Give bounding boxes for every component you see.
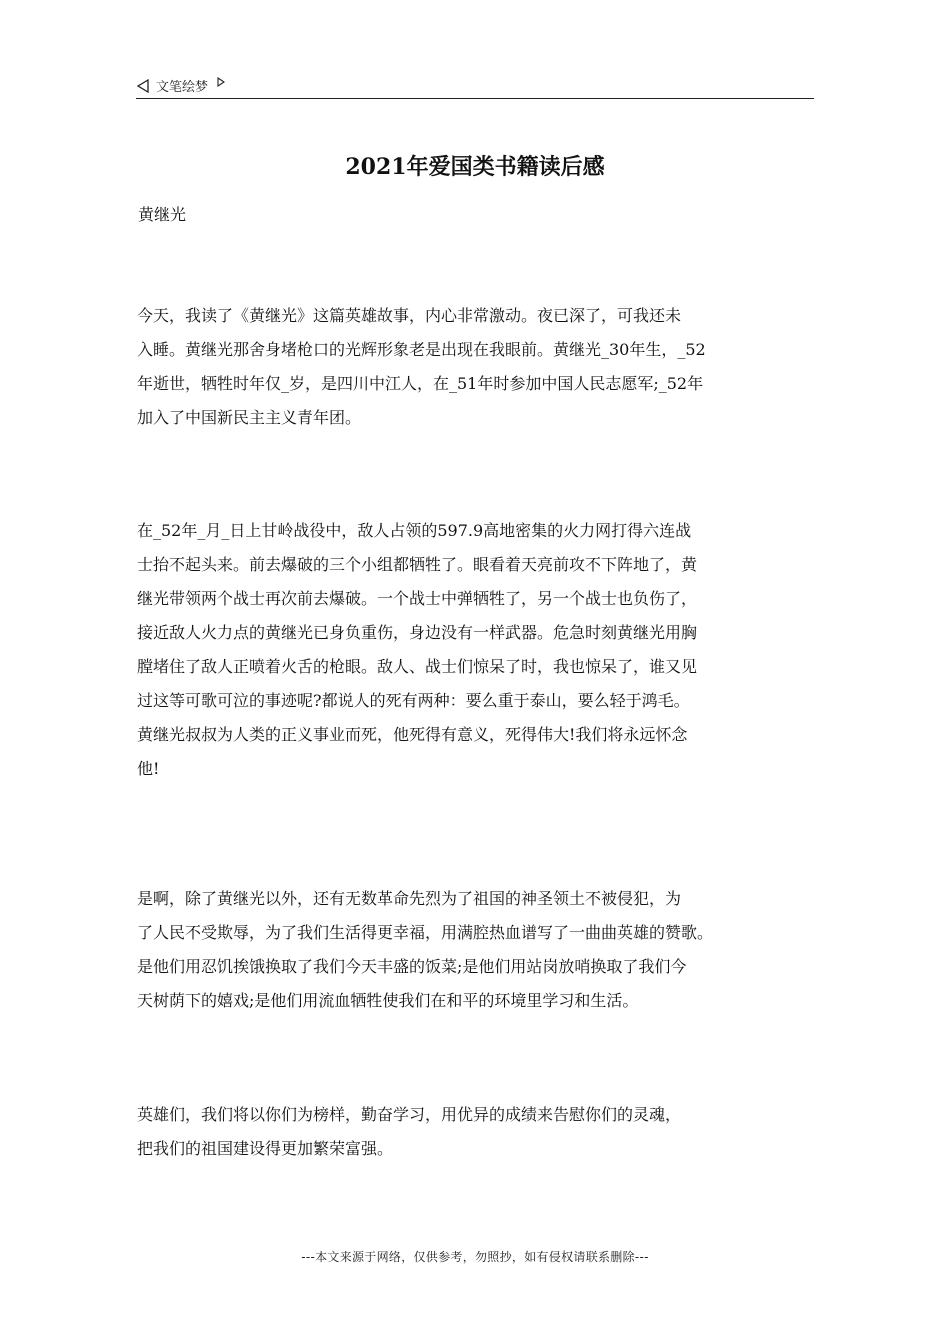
- paragraph-line: 是啊，除了黄继光以外，还有无数革命先烈为了祖国的神圣领土不被侵犯，为: [137, 889, 682, 908]
- paragraph-line: 天树荫下的嬉戏;是他们用流血牺牲使我们在和平的环境里学习和生活。: [137, 991, 639, 1010]
- page-footer: ---本文来源于网络，仅供参考，勿照抄，如有侵权请联系删除---: [301, 1250, 649, 1264]
- paragraph-line: 年逝世，牺牲时年仅_岁，是四川中江人，在_51年时参加中国人民志愿军;_52年: [137, 374, 704, 393]
- document-title: 2021年爱国类书籍读后感: [345, 154, 605, 180]
- paragraph-line: 今天，我读了《黄继光》这篇英雄故事，内心非常激动。夜已深了，可我还未: [137, 306, 682, 325]
- paragraph-line: 继光带领两个战士再次前去爆破。一个战士中弹牺牲了，另一个战士也负伤了，: [137, 589, 698, 608]
- paragraph-4: [137, 1098, 827, 1166]
- paragraph-line: 了人民不受欺辱，为了我们生活得更幸福，用满腔热血谱写了一曲曲英雄的赞歌。: [137, 923, 714, 942]
- paragraph-line: 入睡。黄继光那舍身堵枪口的光辉形象老是出现在我眼前。黄继光_30年生，_52: [137, 340, 706, 359]
- document-author: 黄继光: [138, 205, 187, 224]
- paragraph-2: [137, 514, 827, 786]
- paragraph-line: 英雄们，我们将以你们为榜样，勤奋学习，用优异的成绩来告慰你们的灵魂，: [137, 1105, 682, 1124]
- paragraph-line: 接近敌人火力点的黄继光已身负重伤，身边没有一样武器。危急时刻黄继光用胸: [137, 623, 698, 642]
- paragraph-line: 士抬不起头来。前去爆破的三个小组都牺牲了。眼看着天亮前攻不下阵地了，黄: [137, 555, 698, 574]
- paragraph-line: 是他们用忍饥挨饿换取了我们今天丰盛的饭菜;是他们用站岗放哨换取了我们今: [137, 957, 687, 976]
- paragraph-line: 黄继光叔叔为人类的正义事业而死，他死得有意义，死得伟大!我们将永远怀念: [137, 725, 688, 744]
- paragraph-line: 把我们的祖国建设得更加繁荣富强。: [137, 1139, 394, 1158]
- triangle-left-icon: [136, 79, 150, 93]
- paragraph-line: 他!: [137, 759, 160, 778]
- paragraph-line: 膛堵住了敌人正喷着火舌的枪眼。敌人、战士们惊呆了时，我也惊呆了，谁又见: [137, 657, 698, 676]
- paragraph-3: [137, 882, 827, 1018]
- triangle-right-icon: [216, 77, 226, 87]
- page-header: [136, 74, 814, 99]
- paragraph-line: 加入了中国新民主主义青年团。: [137, 408, 362, 427]
- paragraph-1: [137, 299, 827, 435]
- paragraph-line: 在_52年_月_日上甘岭战役中，敌人占领的597.9高地密集的火力网打得六连战: [137, 521, 692, 540]
- header-brand-label: 文笔绘梦: [156, 80, 209, 95]
- paragraph-line: 过这等可歌可泣的事迹呢?都说人的死有两种：要么重于泰山，要么轻于鸿毛。: [137, 691, 690, 710]
- header-brand: [136, 76, 226, 95]
